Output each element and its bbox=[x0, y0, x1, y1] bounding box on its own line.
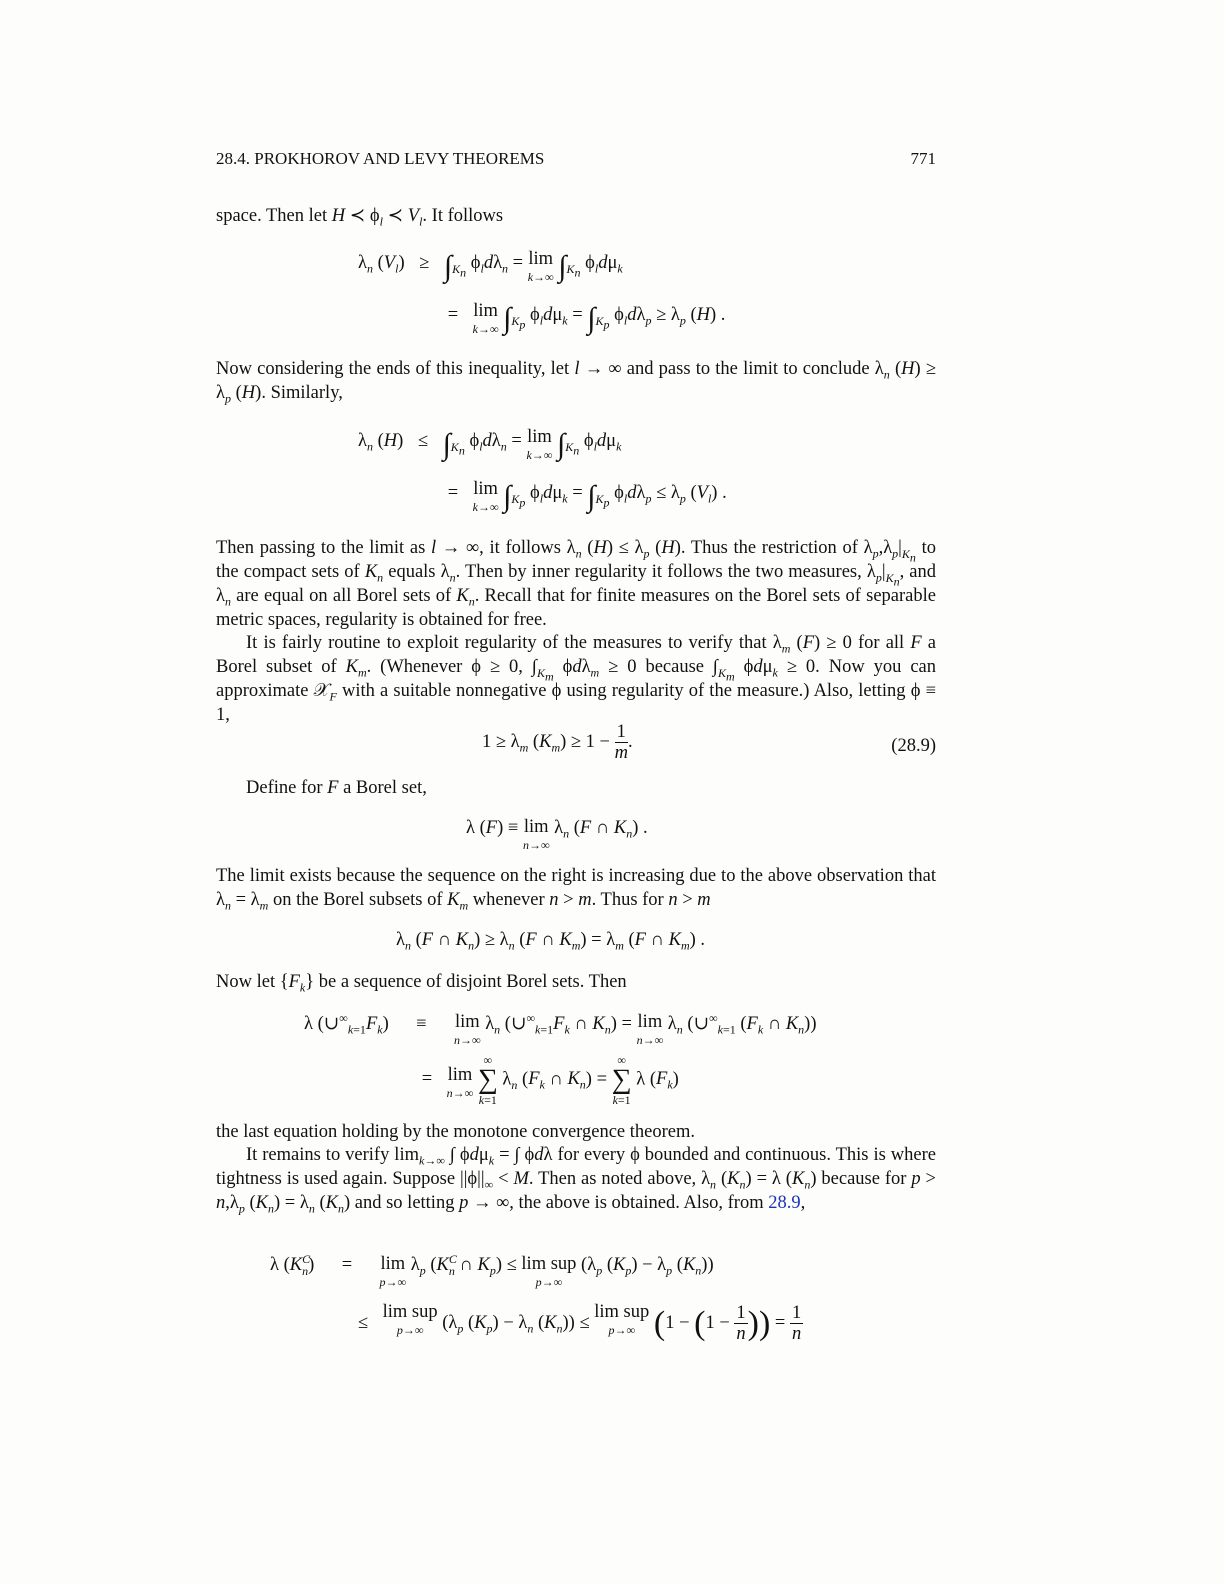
text: , the above is obtained. Also, from bbox=[509, 1193, 764, 1213]
text: a Borel subset of bbox=[216, 633, 936, 677]
text: using regularity of the measure.) Also, letting bbox=[566, 681, 906, 701]
equation: = lim k→∞ $\int_{K_p}$ $\phi_ld\mu_k = \int_{K_p}$ $\phi_ld\lambda_p \ge \lambda_p$ (H) . bbox=[447, 301, 726, 336]
text: . Similarly, bbox=[261, 383, 343, 403]
section-title: 28.4. PROKHOROV AND LEVY THEOREMS bbox=[216, 149, 545, 168]
running-header bbox=[216, 149, 936, 169]
text: bounded and continuous. This is where tightness is used again. Suppose bbox=[216, 1145, 936, 1189]
equation: λ $(K^C_n) = \lim$ p→∞ $\lambda_p$ ($K^C_n$ ∩ $K_p) \le \lim$ sup p→∞ ($\lambda_p$ $(K_p) - \lambda_p$ $(K_n)$) bbox=[270, 1251, 714, 1289]
text: . Thus the restriction of bbox=[680, 538, 858, 558]
text: and pass to the limit to conclude bbox=[626, 359, 870, 379]
text: because for bbox=[821, 1169, 907, 1189]
equation: = lim k→∞ $\int_{K_p}$ $\phi_ld\mu_k = \int_{K_p}$ $\phi_ld\lambda_p \le \lambda_p$ $(V_l)$ . bbox=[447, 479, 727, 514]
paragraph: It remains to verify $\lim_{k\to\infty}$ ∫ ϕdμ$_k$ = ∫ ϕdλ for every ϕ bounded and continuous. This is where tightness is used again. Suppose $||\phi||_\infty < M$. Then as noted above, $\lambda_n$ $(K_n) = \lambda$ $(K_n)$ because for $p > n,\lambda_p$ $(K_n) = \lambda_n$ $(K_n)$ and so letting p → ∞, the above is obtained. Also, from 28.9, bbox=[216, 1145, 936, 1216]
text: . Then as noted above, bbox=[528, 1169, 697, 1189]
text: be a sequence of disjoint Borel sets. Then bbox=[318, 972, 627, 992]
text: . Then by inner regularity it follows the two bbox=[455, 562, 784, 582]
paragraph: It is fairly routine to exploit regularity of the measures to verify that $\lambda_m$ (F) ≥ 0 for all F a Borel subset of $K_m$. (Whenever ϕ ≥ 0, $\int_{K_m}$ ϕdλ$_m$ ≥ 0 because $\int_{K_m}$ ϕdμ$_k$ ≥ 0. Now you can approximate 𝒳$_F$ with a suitable nonnegative ϕ using regularity of the measure.) Also, letting ϕ ≡ 1, bbox=[216, 633, 937, 725]
text: are equal on all Borel sets of bbox=[236, 586, 452, 606]
text: Then passing to the limit as bbox=[216, 538, 426, 558]
paragraph: Now considering the ends of this inequality, let l → ∞ and pass to the limit to conclude $\lambda_n$ $(H) \ge \lambda_p$ (H). Similarly, bbox=[216, 359, 936, 406]
text: space. Then let bbox=[216, 206, 328, 226]
text: . Recall that for finite measures on the Borel sets of separable metric spaces, regularity is obtained for free. bbox=[216, 586, 936, 630]
equation: λ $(\cup^\infty_{k=1}F_k) \equiv \lim$ n→∞ $\lambda_n$ ($\cup^\infty_{k=1}F_k$ ∩ $K_n) = \lim$ n→∞ $\lambda_n$ ($\cup^\infty_{k=1}$ ($F_k$ ∩ $K_n$)) bbox=[304, 1010, 817, 1047]
text: . Now you can approximate bbox=[216, 657, 936, 701]
text: . (Whenever bbox=[366, 657, 463, 677]
paragraph: Then passing to the limit as l → ∞, it follows $\lambda_n$ $(H) \le \lambda_p$ (H). Thus the restriction of $\lambda_p,\lambda_p|_{K_n}$ to the compact sets of $K_n$ equals $\lambda_n$. Then by inner regularity it follows the two measures, $\lambda_p|_{K_n}$, and $\lambda_n$ are equal on all Borel sets of $K_n$. Recall that for finite measures on the Borel sets of separable metric spaces, regularity is obtained for free. bbox=[216, 538, 937, 630]
page-number: 771 bbox=[910, 149, 936, 168]
text: with a suitable nonnegative bbox=[342, 681, 547, 701]
equation: $\lambda_n$ $(V_l) \ge \int_{K_n}$ $\phi_ld\lambda_n = \lim$ k→∞ $\int_{K_n}$ $\phi_ld\mu_k$ bbox=[358, 249, 623, 284]
text: for all bbox=[857, 633, 905, 653]
text: and so letting bbox=[354, 1193, 455, 1213]
text: because bbox=[645, 657, 704, 677]
equation-label: (28.9) bbox=[891, 736, 936, 756]
equation: ≤ lim sup p→∞ ($\lambda_p$ $(K_p) - \lambda_n$ $(K_n)) \le \lim$ sup p→∞ (1 − (1 − $\frac{1}{n}$ )) = $\frac{1}{n}$ bbox=[357, 1302, 802, 1344]
equation-reference-link[interactable]: 28.9 bbox=[768, 1193, 801, 1213]
text: equals bbox=[388, 562, 436, 582]
text: It is fairly routine to exploit regularity of the measures to verify that bbox=[246, 633, 767, 653]
equation: $\lambda_n$ (F ∩ $K_n) \ge \lambda_n$ (F ∩ $K_m) = \lambda_m$ (F ∩ $K_m$) . bbox=[396, 930, 706, 953]
text: for every bbox=[557, 1145, 626, 1165]
text: a Borel set, bbox=[343, 778, 427, 798]
text: Now let bbox=[216, 972, 276, 992]
paragraph: Now let $\{F_k\}$ be a sequence of disjoint Borel sets. Then bbox=[216, 972, 627, 995]
text: on the Borel subsets of bbox=[272, 890, 443, 910]
paragraph: Define for F a Borel set, bbox=[246, 778, 427, 798]
text: , it follows bbox=[479, 538, 561, 558]
text: the last equation holding by the monotone convergence theorem. bbox=[216, 1122, 695, 1142]
paragraph bbox=[216, 1120, 936, 1144]
equation: λ (F) ≡ lim n→∞ $\lambda_n$ (F ∩ $K_n$) . bbox=[466, 817, 648, 852]
text: , and bbox=[899, 562, 937, 582]
text: The limit exists because the sequence on the right is increasing due to the above observation that bbox=[216, 866, 936, 886]
equation: = lim n→∞ ∞ ∑ k=1 $\lambda_n$ ($F_k$ ∩ $K_n$) = ∞ ∑ k=1 λ $(F_k)$ bbox=[421, 1053, 679, 1107]
paragraph: The limit exists because the sequence on the right is increasing due to the above observation that $\lambda_n = \lambda_m$ on the Borel subsets of $K_m$ whenever n > m. Thus for n > m bbox=[216, 866, 936, 913]
text: It remains to verify lim bbox=[246, 1145, 419, 1165]
text: Now considering the ends of this inequality, let bbox=[216, 359, 570, 379]
text: measures, bbox=[788, 562, 862, 582]
text: whenever bbox=[472, 890, 545, 910]
paragraph: space. Then let H ≺ $\phi_l$ ≺ $V_l$. It follows bbox=[216, 206, 504, 229]
equation: $\lambda_n$ $(H) \le \int_{K_n}$ $\phi_ld\lambda_n = \lim$ k→∞ $\int_{K_n}$ $\phi_ld\mu_k$ bbox=[358, 427, 622, 462]
text: to the compact sets of bbox=[216, 538, 936, 582]
text: Define for bbox=[246, 778, 323, 798]
text: . Thus for bbox=[591, 890, 664, 910]
equation: $1 \ge \lambda_m$ $(K_m) \ge 1$ − $\frac{1}{m}$ . bbox=[482, 722, 633, 763]
text: . It follows bbox=[422, 206, 504, 226]
